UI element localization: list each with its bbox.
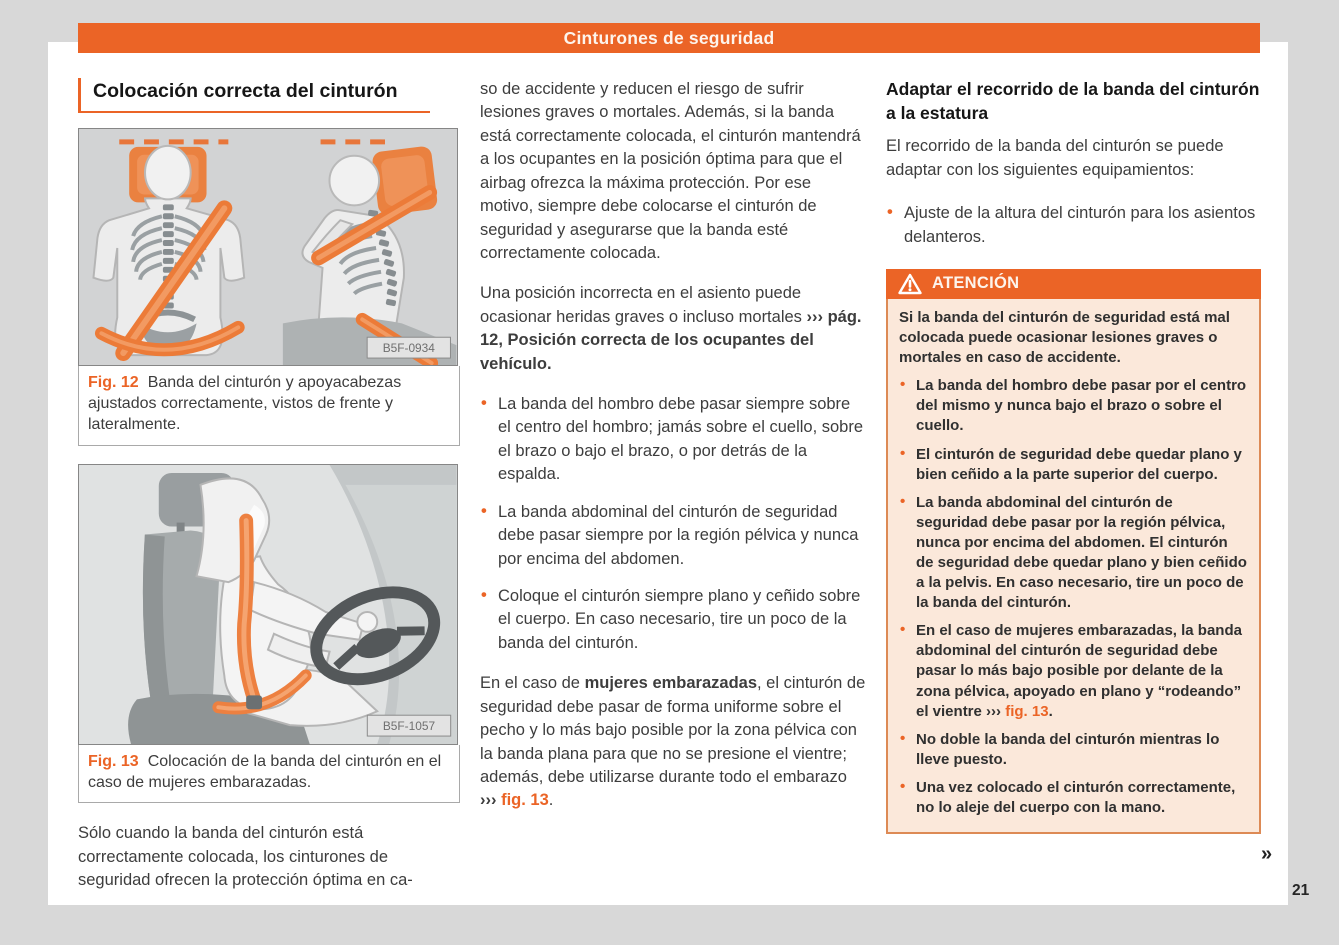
- page-header-bar: [78, 23, 1260, 53]
- column-right: [886, 78, 1261, 834]
- figure-12-caption-text: Banda del cinturón y apoyacabezas ajustados correctamente, vistos de frente y lateralmente.: [88, 374, 402, 433]
- figure-12-label: Fig. 12: [88, 374, 139, 392]
- attention-box: [886, 269, 1261, 834]
- figure-13-label: Fig. 13: [88, 752, 139, 770]
- bullet-item: • La banda del hombro debe pasar siempre sobre el centro del hombro; jamás sobre el cuello, sobre el brazo o bajo el brazo, o por detrás de la espalda.: [480, 393, 867, 487]
- subsection-heading: Adaptar el recorrido de la banda del cinturón a la estatura: [886, 79, 1260, 123]
- figure-12-code: B5F-0934: [382, 341, 435, 356]
- column-left: [78, 78, 460, 910]
- attention-bullet-item: • El cinturón de seguridad debe quedar plano y bien ceñido a la parte superior del cuerpo.: [899, 445, 1248, 485]
- attention-bullet-item: • La banda del hombro debe pasar por el centro del mismo y nunca bajo el brazo o sobre el cuello.: [899, 376, 1248, 436]
- figure-12-caption: [78, 366, 460, 445]
- attention-bullet-item: • En el caso de mujeres embarazadas, la banda abdominal del cinturón de seguridad debe pasar lo más bajo posible por delante de la zona pélvica, apoyado en plano y “rodeando” el vientre ››› fig. 13.: [899, 621, 1248, 721]
- attention-bullet-item: • Una vez colocado el cinturón correctamente, no lo aleje del cuerpo con la mano.: [899, 778, 1248, 818]
- attention-body: [886, 299, 1261, 834]
- paragraph-with-reference: Una posición incorrecta en el asiento puede ocasionar heridas graves o incluso mortales ››› pág. 12, Posición correcta de los ocupantes del vehículo.: [480, 284, 862, 373]
- paragraph: so de accidente y reducen el riesgo de sufrir lesiones graves o mortales. Además, si la banda está correctamente colocada, el cinturón mantendrá a los ocupantes en la posición óptima para que el airbag ofrezca la máxima protección. Por ese motivo, siempre debe colocarse el cinturón de seguridad y asegurarse que la banda esté correctamente colocada.: [480, 80, 861, 262]
- pregnant-driver-illustration: [78, 464, 458, 745]
- paragraph: El recorrido de la banda del cinturón se puede adaptar con los siguientes equipamientos:: [886, 137, 1224, 179]
- attention-header: [886, 269, 1261, 299]
- attention-bullet-item: • La banda abdominal del cinturón de seguridad debe pasar por la región pélvica, nunca por encima del abdomen. El cinturón de seguridad debe quedar plano y bien ceñido a la pelvis. En caso necesario, tire un poco de la banda del cinturón.: [899, 493, 1248, 614]
- attention-bullet-list: [899, 376, 1248, 818]
- bullet-item: • Ajuste de la altura del cinturón para los asientos delanteros.: [886, 202, 1261, 249]
- bullet-list: [886, 202, 1261, 249]
- page-number: 21: [1292, 882, 1310, 899]
- attention-intro: Si la banda del cinturón de seguridad está mal colocada puede ocasionar lesiones graves o mortales en caso de accidente.: [899, 308, 1230, 367]
- paragraph-with-reference: En el caso de mujeres embarazadas, el cinturón de seguridad debe pasar de forma uniforme sobre el pecho y lo más bajo posible por la zona pélvica con la banda plana para que no se presione el vientre; además, debe utilizarse durante todo el embarazo ››› fig. 13.: [480, 674, 866, 810]
- bullet-item: • Coloque el cinturón siempre plano y ceñido sobre el cuerpo. En caso necesario, tire un poco de la banda del cinturón.: [480, 585, 867, 655]
- warning-triangle-icon: [898, 273, 922, 295]
- column-middle: [480, 78, 867, 830]
- page-header-title: Cinturones de seguridad: [563, 27, 775, 48]
- paragraph: Sólo cuando la banda del cinturón está correctamente colocada, los cinturones de seguridad ofrecen la protección óptima en ca-: [78, 824, 413, 890]
- section-heading: Colocación correcta del cinturón: [78, 78, 430, 113]
- attention-title: ATENCIÓN: [932, 274, 1020, 293]
- bullet-list: [480, 393, 867, 655]
- continuation-marker: »: [1261, 843, 1273, 865]
- seatbelt-skeleton-illustration: [78, 128, 458, 366]
- attention-bullet-item: • No doble la banda del cinturón mientras lo lleve puesto.: [899, 730, 1248, 770]
- figure-12: [78, 128, 460, 445]
- figure-13-code: B5F-1057: [382, 718, 436, 733]
- bullet-item: • La banda abdominal del cinturón de seguridad debe pasar siempre por la región pélvica y nunca por encima del abdomen.: [480, 501, 867, 571]
- figure-13-caption-text: Colocación de la banda del cinturón en el caso de mujeres embarazadas.: [88, 752, 442, 791]
- figure-13: [78, 464, 460, 804]
- figure-13-caption: [78, 745, 460, 804]
